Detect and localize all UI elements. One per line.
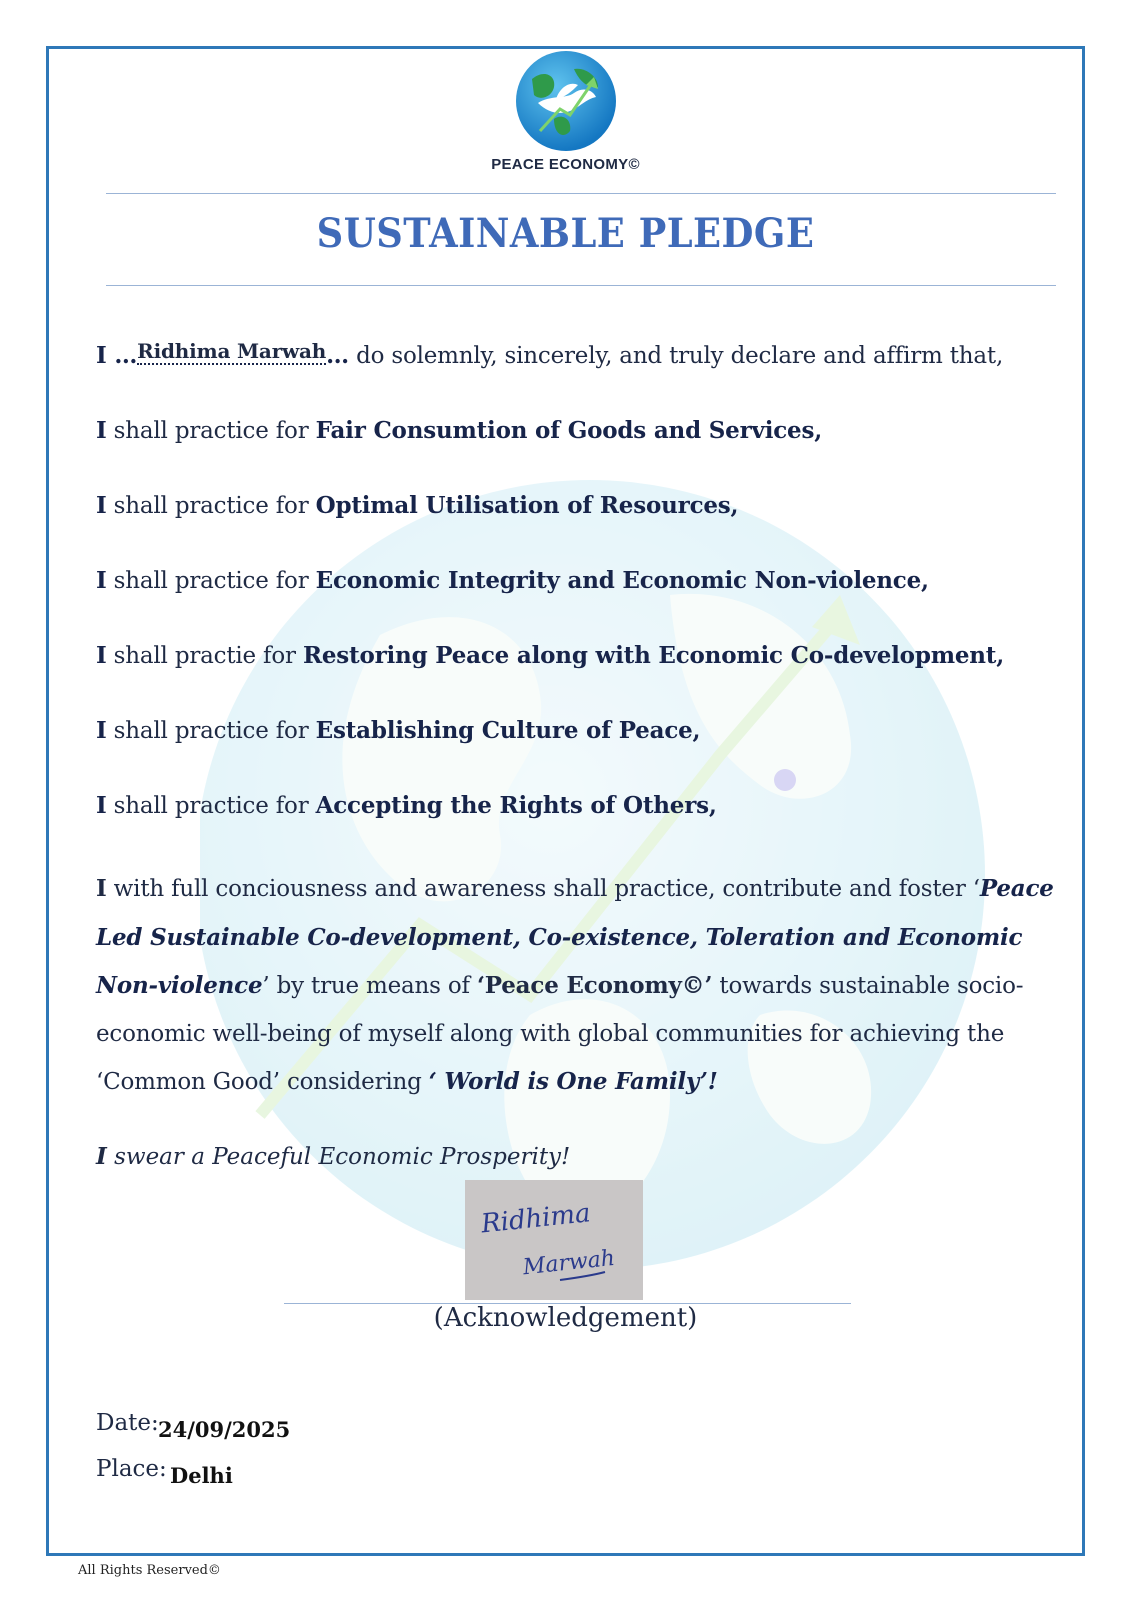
pledge-item: Restoring Peace along with Economic Co-development, xyxy=(302,642,1005,669)
pledge-item: Accepting the Rights of Others, xyxy=(315,792,717,819)
pledge-item: Fair Consumtion of Goods and Services, xyxy=(315,417,823,444)
pledger-name: Ridhima Marwah xyxy=(137,339,327,363)
page-title: SUSTAINABLE PLEDGE xyxy=(316,210,815,257)
pledge-item: Economic Integrity and Economic Non-violence, xyxy=(315,567,929,594)
pledge-item: Optimal Utilisation of Resources, xyxy=(315,492,739,519)
date-value: 24/09/2025 xyxy=(158,1417,291,1442)
closing-lead: I xyxy=(96,875,107,902)
handwritten-signature xyxy=(465,1180,643,1300)
place-value: Delhi xyxy=(170,1463,233,1488)
pledge-lead: I xyxy=(96,717,107,744)
place-label: Place: xyxy=(96,1456,167,1482)
declaration-line xyxy=(96,341,1003,371)
pledge-lead: I xyxy=(96,792,107,819)
closing-emphasis-3: ‘ World is One Family’! xyxy=(428,1068,718,1095)
swear-text: swear a Peaceful Economic Prosperity! xyxy=(106,1144,571,1170)
acknowledgement-label: (Acknowledgement) xyxy=(433,1303,698,1333)
declaration-dots: … xyxy=(326,342,349,369)
pledge-lead: I xyxy=(96,642,107,669)
pledge-verb: shall practice for xyxy=(106,568,316,594)
pledge-lead: I xyxy=(96,567,107,594)
closing-text-1: with full conciousness and awareness shall practice, contribute and foster ‘ xyxy=(106,876,980,902)
swear-lead: I xyxy=(96,1143,107,1170)
pledge-verb: shall practice for xyxy=(106,718,316,744)
pledge-verb: shall practice for xyxy=(106,418,316,444)
closing-text-3: towards sustainable socio-economic well-being of myself along with global communities for achieving the ‘Common Good’ considering xyxy=(96,973,1024,1095)
pledge-verb: shall practice for xyxy=(106,793,316,819)
title-rule-top xyxy=(106,193,1056,194)
closing-paragraph xyxy=(96,865,1056,1107)
swear-line xyxy=(96,1143,570,1170)
signature-line-2: Marwah xyxy=(521,1245,617,1281)
pledge-line xyxy=(96,416,822,446)
signature-image xyxy=(465,1180,643,1300)
pledge-lead: I xyxy=(96,417,107,444)
date-label: Date: xyxy=(96,1410,159,1436)
title-rule-bottom xyxy=(106,285,1056,286)
logo-caption: PEACE ECONOMY© xyxy=(491,156,640,173)
declaration-text: do solemnly, sincerely, and truly declare and affirm that, xyxy=(348,343,1004,369)
pledge-line xyxy=(96,716,700,746)
pledge-line xyxy=(96,491,738,521)
pledge-lead: I xyxy=(96,492,107,519)
pledge-item: Establishing Culture of Peace, xyxy=(315,717,701,744)
pledge-line xyxy=(96,566,929,596)
rights-notice: All Rights Reserved© xyxy=(78,1563,221,1578)
pledge-verb: shall practice for xyxy=(106,493,316,519)
pledge-line xyxy=(96,791,717,821)
peace-economy-logo xyxy=(514,49,618,153)
signature-line-1: Ridhima xyxy=(479,1198,592,1240)
declaration-prefix: I … xyxy=(96,342,138,369)
closing-emphasis-2: ‘Peace Economy©’ xyxy=(476,972,713,999)
pledge-verb: shall practie for xyxy=(106,643,303,669)
closing-text-2: ’ by true means of xyxy=(262,973,477,999)
closing-emphasis-1: Peace Led Sustainable Co-development, Co-existence, Toleration and Economic Non-violence xyxy=(96,875,1054,999)
pledge-line xyxy=(96,641,1004,671)
